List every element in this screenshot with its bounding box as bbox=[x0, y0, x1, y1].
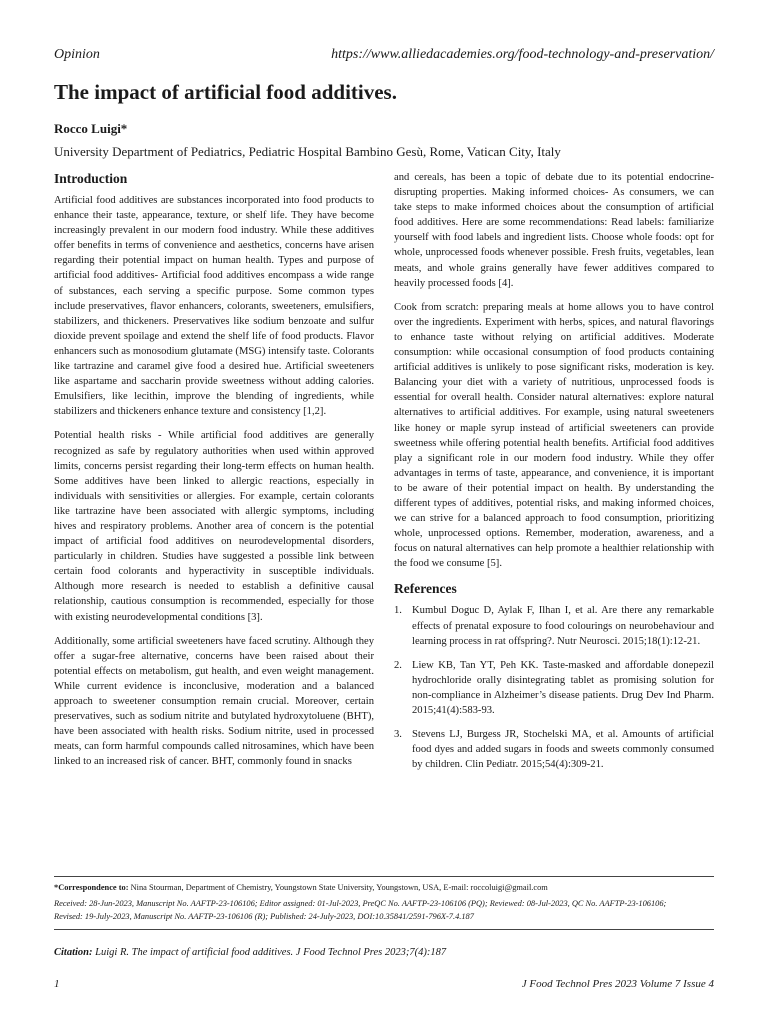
body-paragraph: and cereals, has been a topic of debate due to its potential endocrine-disrupting properties. Making informed choices- As consumers, we can take steps to make informed choices about the consumption of artificial food additives. Here are some recommendations: Read labels: familiarize yourself with food labels and ingredient lists. Choose whole foods: opt for whole, unprocessed foods whenever possible. Fresh fruits, vegetables, lean meats, and whole grains generally have fewer additives compared to heavily processed foods [4]. bbox=[394, 172, 714, 289]
author-affiliation: University Department of Pediatrics, Pediatric Hospital Bambino Gesù, Rome, Vatican City, Italy bbox=[54, 144, 561, 159]
citation bbox=[54, 947, 714, 958]
reference-item bbox=[394, 658, 714, 718]
reference-text: Stevens LJ, Burgess JR, Stochelski MA, et al. Amounts of artificial food dyes and added sugars in foods and sweets commonly consumed by children. Clin Pediatr. 2015;54(4):309-21. bbox=[412, 729, 714, 771]
page-number: 1 bbox=[54, 978, 60, 990]
author-name: Rocco Luigi* bbox=[54, 121, 128, 136]
correspondence-note bbox=[54, 881, 714, 895]
manuscript-dates-line-2: Revised: 19-July-2023, Manuscript No. AAFTP-23-106106 (R); Published: 24-July-2023, DOI:10.35841/2591-796X-7.4.187 bbox=[54, 912, 474, 921]
reference-item bbox=[394, 603, 714, 648]
reference-text: Liew KB, Tan YT, Peh KK. Taste-masked and affordable donepezil hydrochloride orally disintegrating tablet as promising solution for non-compliance in Alzheimer’s disease patients. Drug Dev Ind Pharm. 2015;41(4):583-93. bbox=[412, 659, 714, 716]
correspondence-label: *Correspondence to: bbox=[54, 883, 129, 892]
article-title: The impact of artificial food additives. bbox=[54, 80, 397, 104]
references-heading: References bbox=[394, 581, 457, 597]
manuscript-dates-line-1: Received: 28-Jun-2023, Manuscript No. AAFTP-23-106106; Editor assigned: 01-Jul-2023, PreQC No. AAFTP-23-106106 (PQ); Reviewed: 08-Jul-2023, QC No. AAFTP-23-106106; bbox=[54, 899, 667, 908]
left-column bbox=[54, 170, 374, 778]
reference-number: 3. bbox=[394, 729, 402, 741]
footer-divider-top bbox=[54, 876, 714, 877]
reference-text: Kumbul Doguc D, Aylak F, Ilhan I, et al. Are there any remarkable effects of prenatal exposure to food colourings on neurobehaviour and learning process in rat offspring?. Nutr Neurosci. 2015;18(1):12-21. bbox=[412, 605, 714, 647]
reference-item bbox=[394, 727, 714, 772]
journal-url[interactable]: https://www.alliedacademies.org/food-technology-and-preservation/ bbox=[331, 47, 714, 62]
right-column bbox=[394, 170, 714, 781]
footer-divider-bottom bbox=[54, 929, 714, 930]
journal-issue: J Food Technol Pres 2023 Volume 7 Issue 4 bbox=[521, 978, 714, 990]
reference-number: 1. bbox=[394, 605, 402, 617]
body-paragraph: Potential health risks - While artificial food additives are generally recognized as safe by regulatory authorities when used within approved limits, concerns persist regarding their long-term effects on human health. Some additives have been linked to allergic reactions, especially in individuals with sensitivities or allergies. For example, certain colorants like tartrazine have been associated with allergic symptoms, including hives and respiratory problems. Another area of concern is the potential impact of artificial food additives on neurodevelopmental disorders, particularly in children. Studies have suggested a possible link between certain food colorants and hyperactivity in susceptible individuals. Although more research is needed to establish a definitive causal relationship, cautious consumption is recommended, especially for those with existing neurodevelopmental conditions [3]. bbox=[54, 430, 374, 623]
correspondence-text: Nina Stourman, Department of Chemistry, Youngstown State University, Youngstown, USA, E-mail: roccoluigi@gmail.com bbox=[130, 883, 548, 892]
introduction-heading: Introduction bbox=[54, 171, 128, 186]
article-type: Opinion bbox=[54, 47, 100, 62]
body-paragraph: Additionally, some artificial sweeteners have faced scrutiny. Although they offer a sugar-free alternative, concerns have been raised about their potential effects on metabolism, gut health, and even weight management. While current evidence is inconclusive, moderation and a balanced approach to sweetener consumption remain crucial. Moreover, certain preservatives, such as sodium nitrite and butylated hydroxytoluene (BHT), have been associated with health risks. Sodium nitrite, used in processed meats, can form harmful compounds called nitrosamines, which have been linked to an increased risk of cancer. BHT, commonly found in snacks bbox=[54, 635, 374, 768]
citation-label: Citation: bbox=[54, 947, 93, 958]
citation-text: Luigi R. The impact of artificial food additives. J Food Technol Pres 2023;7(4):187 bbox=[95, 947, 447, 958]
reference-list bbox=[394, 603, 714, 772]
reference-number: 2. bbox=[394, 659, 402, 671]
body-paragraph: Artificial food additives are substances incorporated into food products to enhance their taste, appearance, texture, or shelf life. They have become increasingly prevalent in our modern food industry. While these additives offer benefits in terms of convenience and aesthetics, concerns have arisen regarding their potential impact on human health. Types and purpose of artificial food additives- Artificial food additives encompass a wide range of substances, each serving a specific purpose. Some common types include preservatives, flavor enhancers, colorants, sweeteners, emulsifiers, stabilizers, and thickeners. Preservatives like sodium benzoate and sulfur dioxide prevent spoilage and extend the shelf life of food products. Flavor enhancers such as monosodium glutamate (MSG) intensify taste. Colorants like tartrazine and caramel give food a desired hue. Artificial sweeteners like aspartame and saccharin provide sweetness without adding calories. Emulsifiers, like lecithin, improve the blending of ingredients, while stabilizers and thickeners enhance texture and consistency [1,2]. bbox=[54, 195, 374, 418]
body-paragraph: Cook from scratch: preparing meals at home allows you to have control over the ingredients. Experiment with herbs, spices, and natural flavorings to enhance taste without relying on artificial additives. Moderate consumption: while occasional consumption of food products containing artificial additives is unlikely to pose significant risks, moderation is key. Balancing your diet with a variety of nutritious, unprocessed foods is essential for overall health. Consider natural alternatives: explore natural alternatives to artificial additives. For example, using natural sweeteners like honey or maple syrup instead of artificial sweeteners can provide sweetness while offering potential health benefits. Artificial food additives play a significant role in our modern food industry. While they offer advantages in terms of taste, appearance, and convenience, it is important to be aware of their potential impact on health. By understanding the different types of additives, potential risks, and making informed choices, we can strive for a balanced approach to food consumption, prioritizing whole, unprocessed options. Remember, moderation, awareness, and a focus on natural alternatives can help promote a healthier relationship with the food we consume [5]. bbox=[394, 301, 714, 570]
